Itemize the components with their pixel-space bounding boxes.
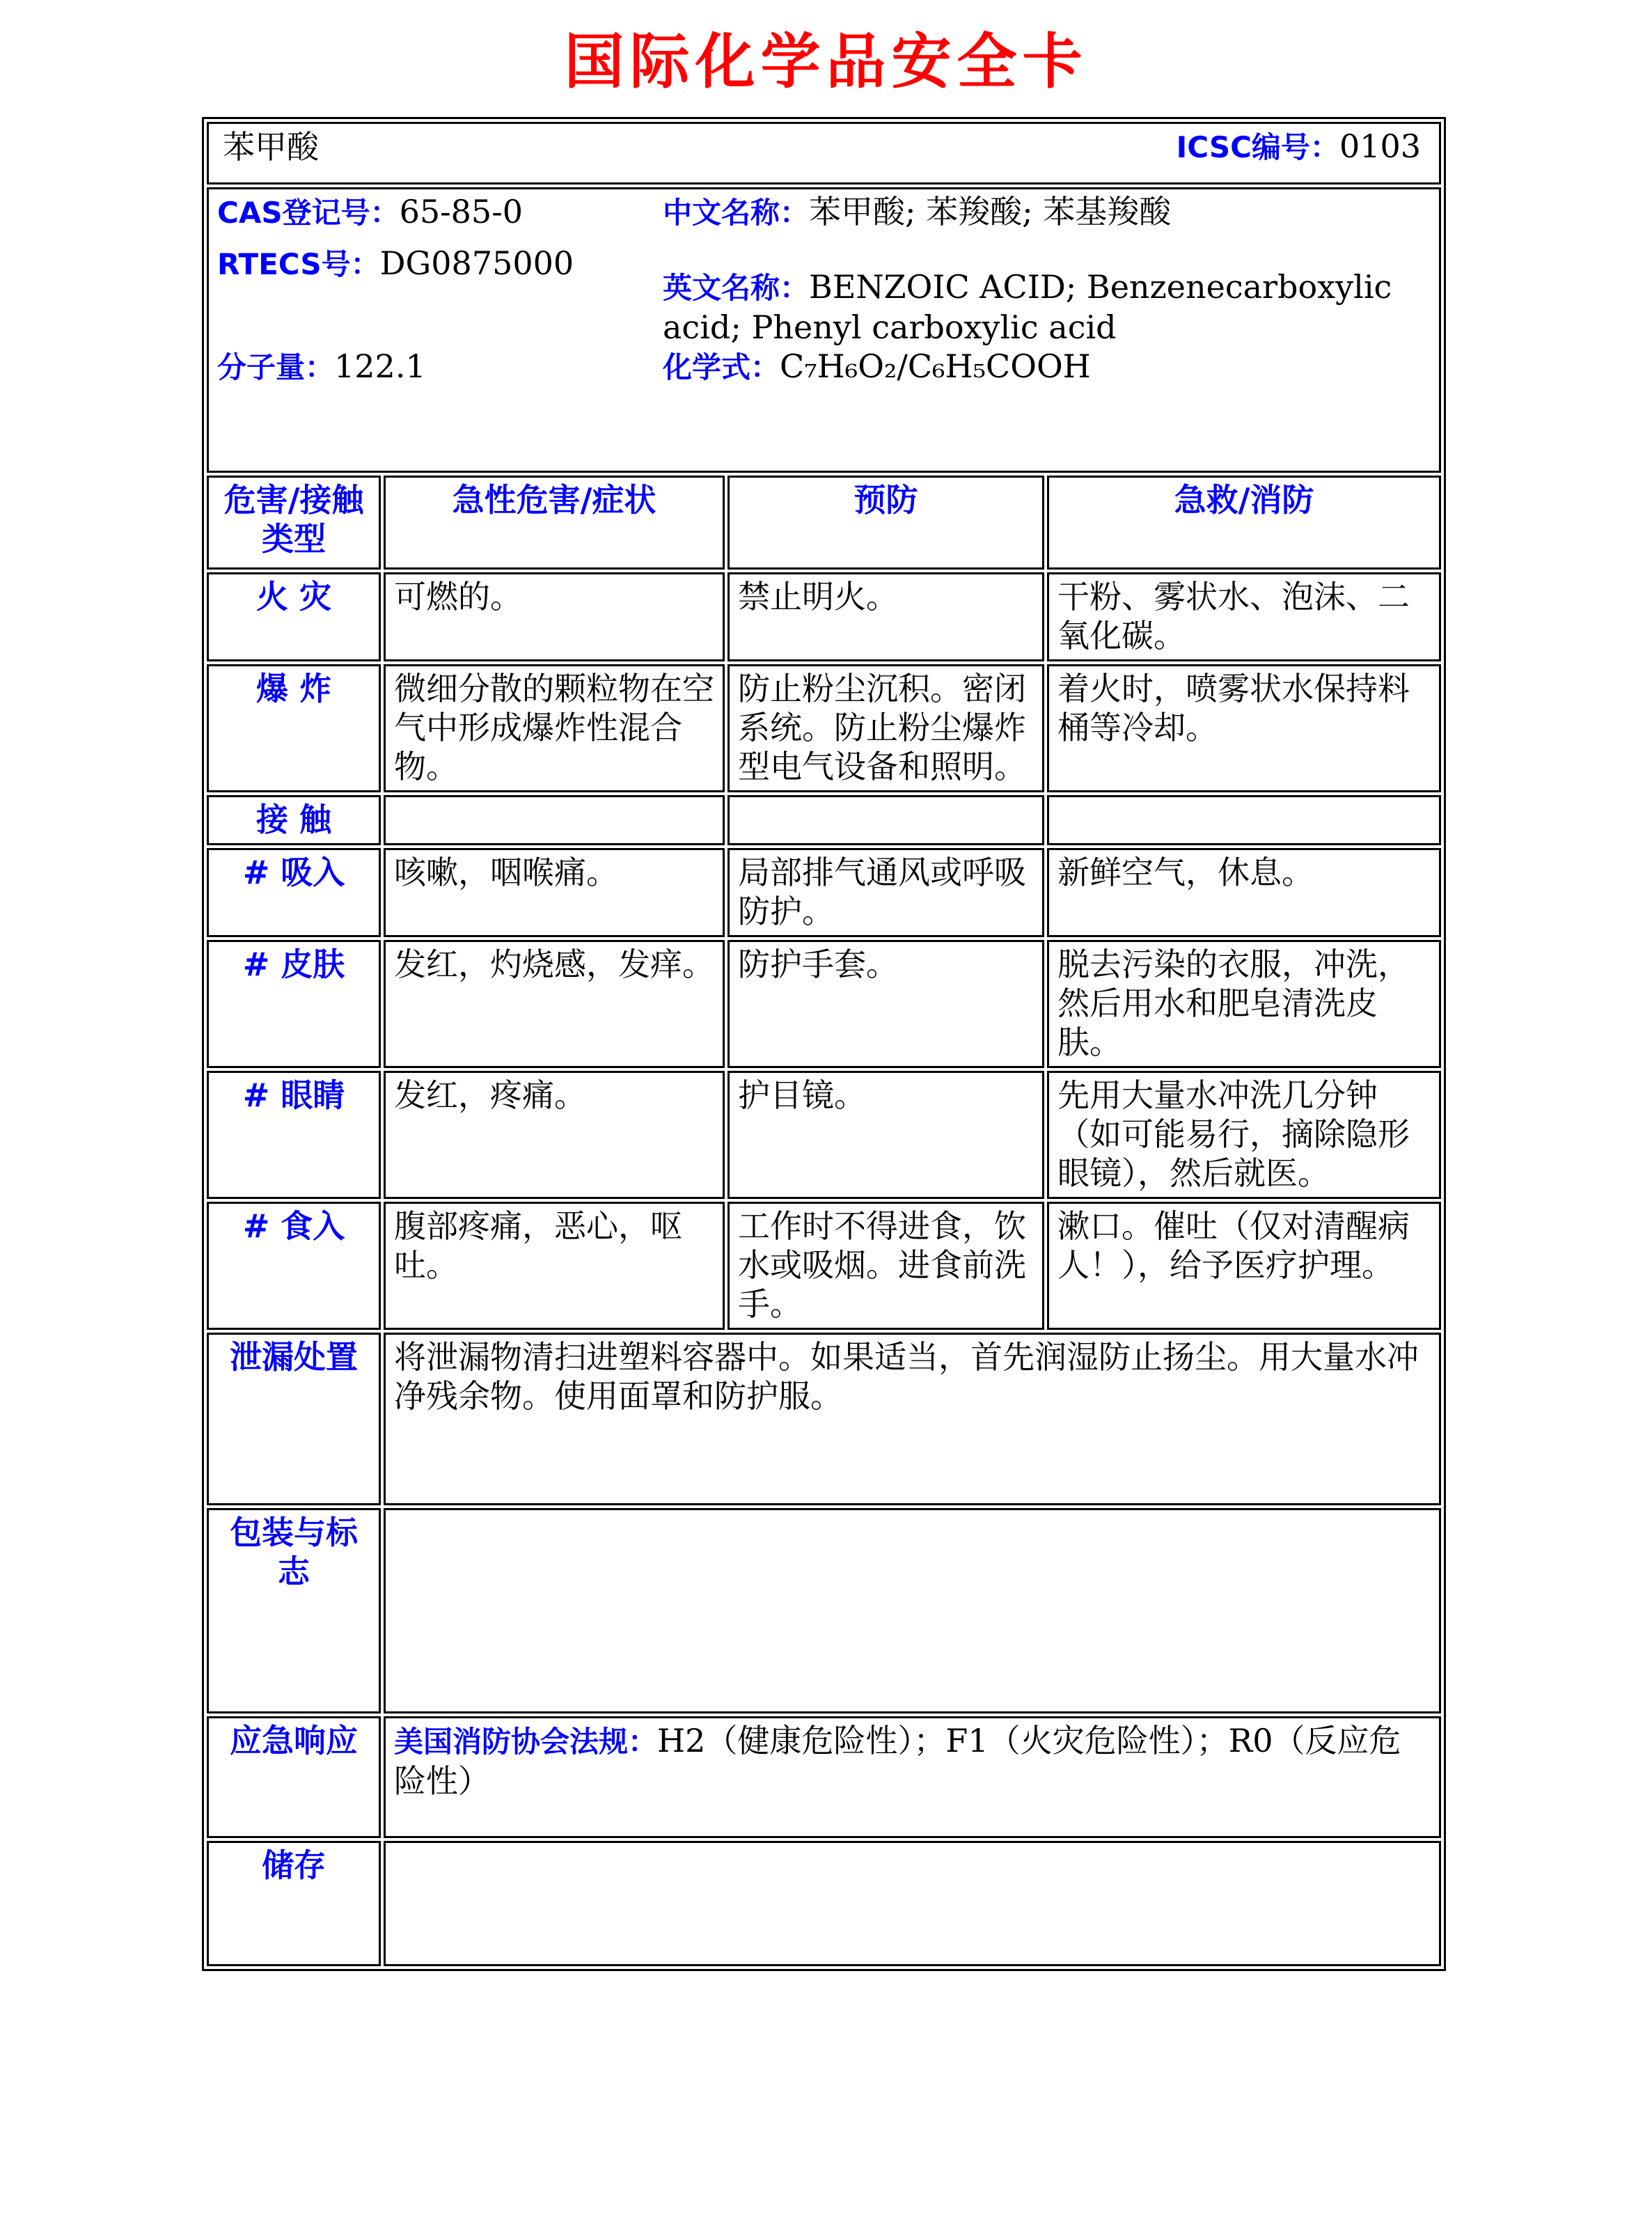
inhalation-label: # 吸入 (207, 848, 381, 937)
section-row-spill (207, 1333, 1441, 1505)
explosion-prevention: 防止粉尘沉积。密闭系统。防止粉尘爆炸型电气设备和照明。 (727, 664, 1044, 792)
skin-label: # 皮肤 (207, 940, 381, 1068)
spill-label: 泄漏处置 (207, 1333, 381, 1505)
explosion-label: 爆 炸 (207, 664, 381, 792)
rtecs-value: DG0875000 (379, 244, 574, 282)
eyes-response: 先用大量水冲洗几分钟（如可能易行，摘除隐形眼镜），然后就医。 (1047, 1071, 1441, 1199)
emergency-label: 应急响应 (207, 1716, 381, 1838)
chinese-name-value: 苯甲酸; 苯羧酸; 苯基羧酸 (809, 193, 1172, 230)
storage-content (384, 1841, 1441, 1966)
fire-response: 干粉、雾状水、泡沫、二氧化碳。 (1047, 572, 1441, 661)
contact-label: 接 触 (207, 795, 381, 845)
contact-prevention (727, 795, 1044, 845)
rtecs-number (217, 244, 663, 284)
section-row-packaging (207, 1508, 1441, 1713)
rtecs-label: RTECS号： (217, 247, 380, 281)
icsc-number-label: ICSC编号： (1176, 130, 1339, 164)
section-row-emergency (207, 1716, 1441, 1838)
molecular-weight (217, 347, 663, 387)
hazard-row-eyes (207, 1071, 1441, 1199)
icsc-number (1177, 127, 1421, 167)
header-symptoms: 急性危害/症状 (384, 476, 725, 570)
molecular-weight-label: 分子量： (217, 350, 335, 384)
ingestion-label: # 食入 (207, 1202, 381, 1330)
fire-prevention: 禁止明火。 (727, 572, 1044, 661)
packaging-label: 包装与标志 (207, 1508, 381, 1713)
inhalation-symptoms: 咳嗽，咽喉痛。 (384, 848, 725, 937)
chemical-formula (663, 347, 1091, 387)
chinese-name-label: 中文名称： (663, 196, 810, 230)
identification-row (207, 187, 1441, 473)
packaging-content (384, 1508, 1441, 1713)
hazard-row-fire (207, 572, 1441, 661)
storage-label: 储存 (207, 1841, 381, 1966)
hazard-row-inhalation (207, 848, 1441, 937)
safety-card-table (202, 117, 1446, 1971)
spill-content: 将泄漏物清扫进塑料容器中。如果适当，首先润湿防止扬尘。用大量水冲净残余物。使用面罩和防护服。 (384, 1333, 1441, 1505)
molecular-weight-value: 122.1 (334, 347, 426, 385)
explosion-response: 着火时，喷雾状水保持料桶等冷却。 (1047, 664, 1441, 792)
explosion-symptoms: 微细分散的颗粒物在空气中形成爆炸性混合物。 (384, 664, 725, 792)
substance-name: 苯甲酸 (223, 128, 319, 166)
cas-label: CAS登记号： (217, 196, 400, 230)
inhalation-response: 新鲜空气，休息。 (1047, 848, 1441, 937)
chemical-formula-value: C₇H₆O₂/C₆H₅COOH (780, 347, 1091, 385)
hazard-row-explosion (207, 664, 1441, 792)
fire-symptoms: 可燃的。 (384, 572, 725, 661)
substance-header-cell (207, 122, 1441, 185)
contact-response (1047, 795, 1441, 845)
skin-symptoms: 发红，灼烧感，发痒。 (384, 940, 725, 1068)
hazard-row-skin (207, 940, 1441, 1068)
nfpa-code-value: H2（健康危险性）；F1（火灾危险性）；R0（反应危险性） (394, 1722, 1401, 1800)
header-hazard-type: 危害/接触类型 (207, 476, 381, 570)
english-name (663, 267, 1431, 347)
eyes-symptoms: 发红，疼痛。 (384, 1071, 725, 1199)
page-title: 国际化学品安全卡 (564, 27, 1088, 97)
english-name-label: 英文名称： (663, 271, 810, 305)
cas-number (217, 192, 663, 233)
inhalation-prevention: 局部排气通风或呼吸防护。 (727, 848, 1044, 937)
ingestion-prevention: 工作时不得进食，饮水或吸烟。进食前洗手。 (727, 1202, 1044, 1330)
cas-value: 65-85-0 (399, 193, 523, 230)
hazard-header-row (207, 476, 1441, 570)
identification-cell (207, 187, 1441, 473)
english-name-value: BENZOIC ACID; Benzenecarboxylic acid; Phenyl carboxylic acid (663, 268, 1392, 346)
eyes-label: # 眼睛 (207, 1071, 381, 1199)
fire-label: 火 灾 (207, 572, 381, 661)
ingestion-symptoms: 腹部疼痛，恶心，呕吐。 (384, 1202, 725, 1330)
skin-prevention: 防护手套。 (727, 940, 1044, 1068)
hazard-row-ingestion (207, 1202, 1441, 1330)
nfpa-code-label: 美国消防协会法规： (394, 1725, 658, 1759)
header-response: 急救/消防 (1047, 476, 1441, 570)
section-row-storage (207, 1841, 1441, 1966)
ingestion-response: 漱口。催吐（仅对清醒病人！），给予医疗护理。 (1047, 1202, 1441, 1330)
eyes-prevention: 护目镜。 (727, 1071, 1044, 1199)
header-prevention: 预防 (727, 476, 1044, 570)
substance-header-row (207, 122, 1441, 185)
chemical-formula-label: 化学式： (663, 350, 780, 384)
chinese-name (663, 192, 1431, 233)
contact-symptoms (384, 795, 725, 845)
icsc-number-value: 0103 (1339, 127, 1422, 165)
hazard-row-contact (207, 795, 1441, 845)
skin-response: 脱去污染的衣服，冲洗，然后用水和肥皂清洗皮肤。 (1047, 940, 1441, 1068)
emergency-content (384, 1716, 1441, 1838)
